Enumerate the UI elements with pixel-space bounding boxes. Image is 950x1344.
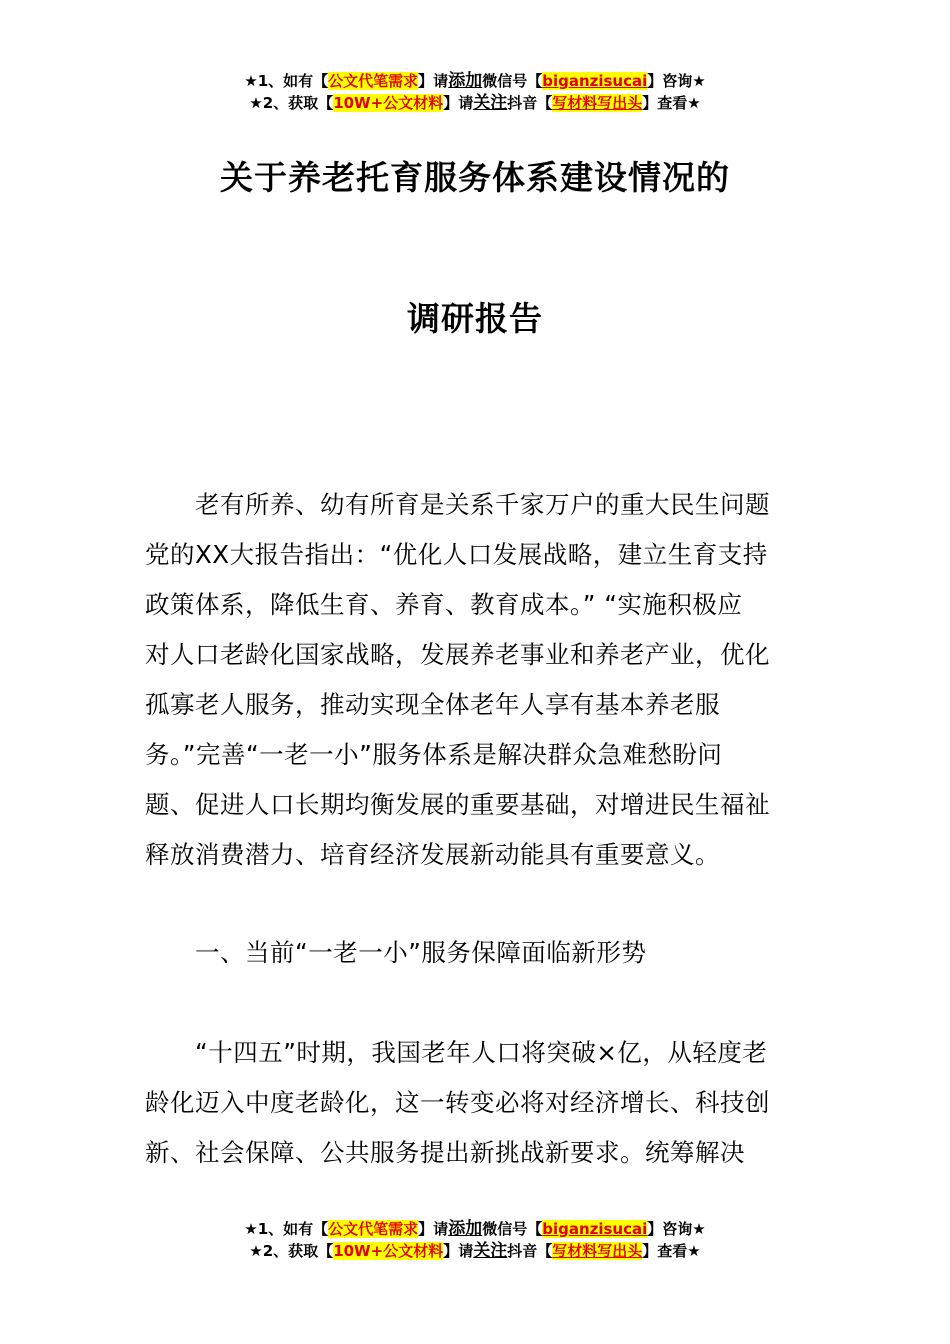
- paragraph-line: 龄化迈入中度老龄化，这一转变必将对经济增长、科技创: [145, 1088, 770, 1117]
- section-1-paragraph: [145, 1028, 810, 1178]
- star-icon: ★: [249, 94, 263, 112]
- star-icon: ★: [249, 1242, 263, 1260]
- douyin-account: 写材料写出头: [552, 1242, 643, 1260]
- promo-line-1: ★1、如有【公文代笔需求】请添加微信号【biganzisucai】咨询★: [244, 1219, 706, 1239]
- paragraph-line: 新、社会保障、公共服务提出新挑战新要求。统筹解决: [145, 1138, 745, 1167]
- star-icon: ★: [244, 72, 258, 90]
- douyin-account: 写材料写出头: [552, 94, 643, 112]
- paragraph-line: 老有所养、幼有所育是关系千家万户的重大民生问题: [195, 490, 770, 519]
- star-icon: ★: [244, 1220, 258, 1238]
- paragraph-line: 政策体系，降低生育、养育、教育成本。” “实施积极应: [145, 590, 743, 619]
- emphasis-follow: 关注: [473, 93, 508, 113]
- paragraph-line: 题、促进人口长期均衡发展的重要基础，对增进民生福祉: [145, 790, 770, 819]
- bottom-promo-banner: [0, 1218, 950, 1262]
- document-title-line-2: 调研报告: [407, 299, 543, 338]
- top-promo-banner: [0, 70, 950, 114]
- highlight-service: 公文代笔需求: [328, 1220, 419, 1238]
- emphasis-add: 添加: [448, 1219, 483, 1239]
- paragraph-line: “十四五”时期，我国老年人口将突破×亿，从轻度老: [195, 1038, 768, 1067]
- highlight-service: 公文代笔需求: [328, 72, 419, 90]
- highlight-materials: 10W+公文材料: [333, 1242, 444, 1260]
- intro-paragraph: [145, 480, 810, 880]
- promo-line-2: ★2、获取【10W+公文材料】请关注抖音【写材料写出头】查看★: [249, 1241, 701, 1261]
- document-title-line-1: 关于养老托育服务体系建设情况的: [220, 158, 730, 197]
- wechat-id: biganzisucai: [542, 72, 648, 90]
- promo-line-1: ★1、如有【公文代笔需求】请添加微信号【biganzisucai】咨询★: [244, 71, 706, 91]
- emphasis-follow: 关注: [473, 1241, 508, 1261]
- highlight-materials: 10W+公文材料: [333, 94, 444, 112]
- emphasis-add: 添加: [448, 71, 483, 91]
- paragraph-line: 孤寡老人服务，推动实现全体老年人享有基本养老服: [145, 690, 720, 719]
- paragraph-line: 对人口老龄化国家战略，发展养老事业和养老产业，优化: [145, 640, 770, 669]
- paragraph-line: 党的XX大报告指出：“优化人口发展战略，建立生育支持: [145, 540, 768, 569]
- section-heading-1: 一、当前“一老一小”服务保障面临新形势: [195, 938, 647, 967]
- paragraph-line: 务。”完善“一老一小”服务体系是解决群众急难愁盼问: [145, 740, 723, 769]
- paragraph-line: 释放消费潜力、培育经济发展新动能具有重要意义。: [145, 840, 720, 869]
- wechat-id: biganzisucai: [542, 1220, 648, 1238]
- promo-line-2: ★2、获取【10W+公文材料】请关注抖音【写材料写出头】查看★: [249, 93, 701, 113]
